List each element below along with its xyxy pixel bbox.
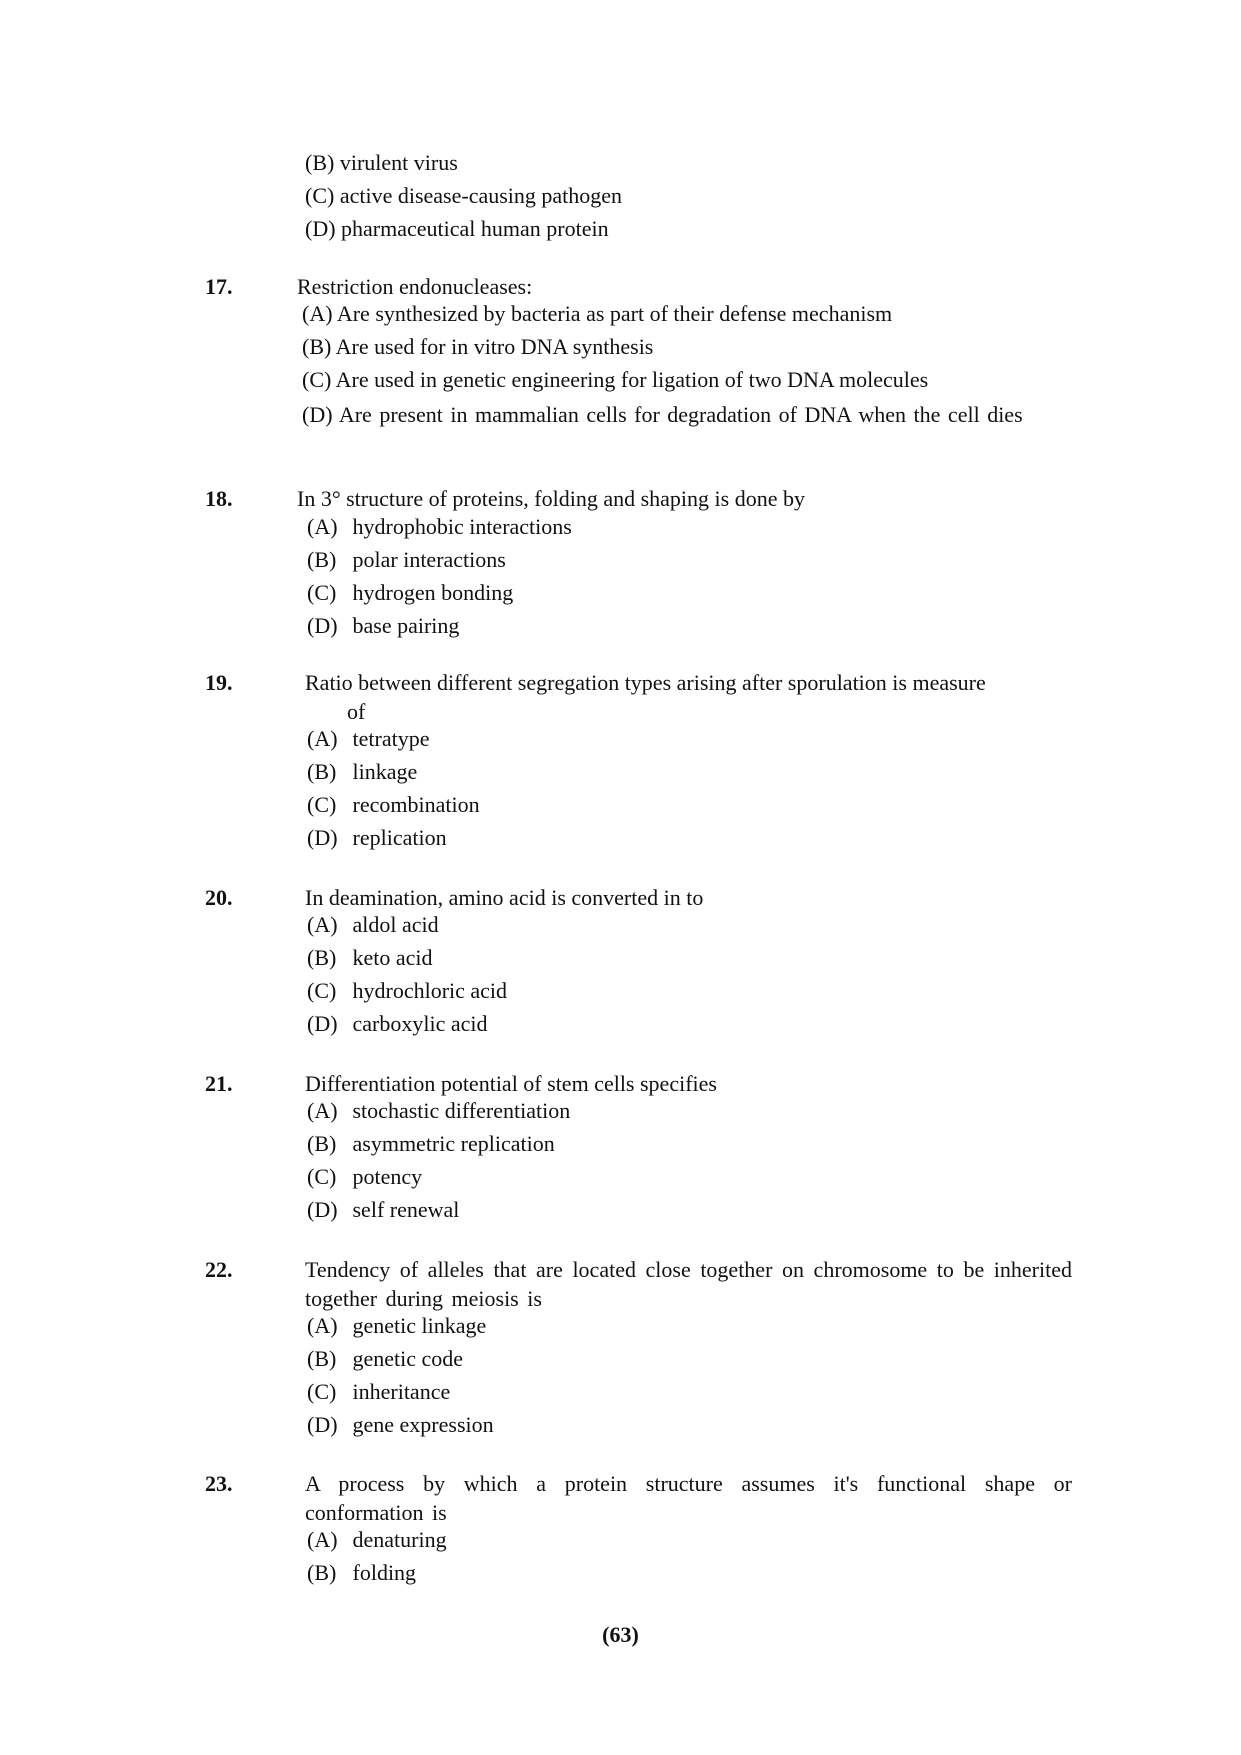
option-text: Are present in mammalian cells for degradation of DNA when the cell dies bbox=[338, 402, 1023, 427]
question-number: 21. bbox=[205, 1071, 233, 1096]
option-c bbox=[307, 792, 480, 825]
option-text: asymmetric replication bbox=[352, 1131, 555, 1156]
option-label: (C) bbox=[307, 792, 337, 817]
option-text: inheritance bbox=[352, 1379, 451, 1404]
option-c bbox=[307, 1164, 570, 1197]
option-d bbox=[307, 613, 572, 646]
option-label: (D) bbox=[305, 216, 336, 241]
option-label: (B) bbox=[307, 759, 337, 784]
question-number: 23. bbox=[205, 1471, 233, 1496]
option-text: pharmaceutical human protein bbox=[341, 216, 609, 241]
option-text: base pairing bbox=[352, 613, 460, 638]
option-b bbox=[307, 1560, 447, 1593]
option-label: (B) bbox=[307, 1346, 337, 1371]
option-list bbox=[302, 301, 1072, 429]
option-list bbox=[307, 1313, 494, 1445]
option-text: stochastic differentiation bbox=[352, 1098, 571, 1123]
option-a bbox=[307, 1098, 570, 1131]
option-text: linkage bbox=[352, 759, 418, 784]
option-label: (D) bbox=[302, 402, 333, 427]
option-d bbox=[307, 825, 480, 858]
option-label: (B) bbox=[305, 150, 335, 175]
page-number: (63) bbox=[602, 1622, 639, 1647]
option-label: (A) bbox=[307, 1313, 338, 1338]
option-b bbox=[307, 945, 507, 978]
option-label: (C) bbox=[307, 1164, 337, 1189]
option-d bbox=[302, 400, 1072, 429]
option-list bbox=[307, 514, 572, 646]
option-text: active disease-causing pathogen bbox=[339, 183, 623, 208]
option-label: (C) bbox=[307, 580, 337, 605]
option-label: (B) bbox=[307, 945, 337, 970]
option-list bbox=[307, 912, 507, 1044]
option-label: (D) bbox=[307, 825, 338, 850]
option-label: (B) bbox=[307, 1560, 337, 1585]
question-number: 18. bbox=[205, 486, 233, 511]
question-text: In deamination, amino acid is converted in to bbox=[305, 885, 704, 910]
option-text: polar interactions bbox=[352, 547, 506, 572]
question-text-continuation: of bbox=[347, 699, 366, 724]
option-list bbox=[307, 1527, 447, 1593]
option-label: (B) bbox=[302, 334, 332, 359]
question-number: 17. bbox=[205, 274, 233, 299]
option-text: Are synthesized by bacteria as part of their defense mechanism bbox=[336, 301, 893, 326]
option-text: virulent virus bbox=[339, 150, 458, 175]
option-text: hydrogen bonding bbox=[352, 580, 514, 605]
option-label: (C) bbox=[307, 978, 337, 1003]
option-text: hydrochloric acid bbox=[352, 978, 508, 1003]
option-label: (C) bbox=[302, 367, 332, 392]
question-number: 20. bbox=[205, 885, 233, 910]
option-b bbox=[307, 759, 480, 792]
option-text: self renewal bbox=[352, 1197, 460, 1222]
option-b bbox=[307, 1131, 570, 1164]
option-label: (A) bbox=[307, 912, 338, 937]
option-text: potency bbox=[352, 1164, 423, 1189]
question-text: Differentiation potential of stem cells specifies bbox=[305, 1071, 717, 1096]
option-b bbox=[302, 334, 1072, 367]
option-a bbox=[307, 1527, 447, 1560]
option-c bbox=[307, 1379, 494, 1412]
option-d bbox=[307, 1412, 494, 1445]
option-label: (A) bbox=[307, 726, 338, 751]
option-text: recombination bbox=[352, 792, 480, 817]
option-text: gene expression bbox=[352, 1412, 494, 1437]
option-d bbox=[307, 1011, 507, 1044]
option-label: (C) bbox=[305, 183, 335, 208]
option-label: (D) bbox=[307, 1412, 338, 1437]
question-text: Restriction endonucleases: bbox=[297, 274, 533, 299]
option-continued-c bbox=[305, 183, 622, 209]
option-a bbox=[307, 1313, 494, 1346]
option-continued-b bbox=[305, 150, 458, 176]
option-text: denaturing bbox=[352, 1527, 447, 1552]
option-text: genetic linkage bbox=[352, 1313, 487, 1338]
option-text: aldol acid bbox=[352, 912, 439, 937]
option-label: (A) bbox=[307, 514, 338, 539]
option-text: replication bbox=[352, 825, 447, 850]
option-label: (D) bbox=[307, 1197, 338, 1222]
option-b bbox=[307, 547, 572, 580]
option-label: (D) bbox=[307, 613, 338, 638]
option-c bbox=[307, 580, 572, 613]
option-text: hydrophobic interactions bbox=[352, 514, 572, 539]
option-label: (D) bbox=[307, 1011, 338, 1036]
question-text: Tendency of alleles that are located close together on chromosome to be inherited together during meiosis is bbox=[305, 1257, 1072, 1311]
option-label: (B) bbox=[307, 547, 337, 572]
option-a bbox=[307, 912, 507, 945]
option-continued-d bbox=[305, 216, 609, 242]
option-list bbox=[307, 1098, 570, 1230]
option-text: Are used in genetic engineering for ligation of two DNA molecules bbox=[335, 367, 929, 392]
option-label: (C) bbox=[307, 1379, 337, 1404]
question-number: 22. bbox=[205, 1257, 233, 1282]
option-label: (A) bbox=[302, 301, 333, 326]
option-a bbox=[307, 726, 480, 759]
option-b bbox=[307, 1346, 494, 1379]
option-label: (A) bbox=[307, 1527, 338, 1552]
option-label: (A) bbox=[307, 1098, 338, 1123]
option-text: genetic code bbox=[352, 1346, 464, 1371]
option-a bbox=[307, 514, 572, 547]
question-text: Ratio between different segregation types arising after sporulation is measure bbox=[305, 670, 986, 695]
option-c bbox=[302, 367, 1072, 400]
option-text: carboxylic acid bbox=[352, 1011, 488, 1036]
question-number: 19. bbox=[205, 670, 233, 695]
option-c bbox=[307, 978, 507, 1011]
option-label: (B) bbox=[307, 1131, 337, 1156]
option-text: Are used for in vitro DNA synthesis bbox=[335, 334, 654, 359]
option-text: keto acid bbox=[352, 945, 433, 970]
option-text: tetratype bbox=[352, 726, 430, 751]
option-d bbox=[307, 1197, 570, 1230]
question-text: In 3° structure of proteins, folding and shaping is done by bbox=[297, 486, 805, 511]
option-list bbox=[307, 726, 480, 858]
option-text: folding bbox=[352, 1560, 417, 1585]
question-text: A process by which a protein structure assumes it's functional shape or conformation is bbox=[305, 1471, 1072, 1525]
option-a bbox=[302, 301, 1072, 334]
